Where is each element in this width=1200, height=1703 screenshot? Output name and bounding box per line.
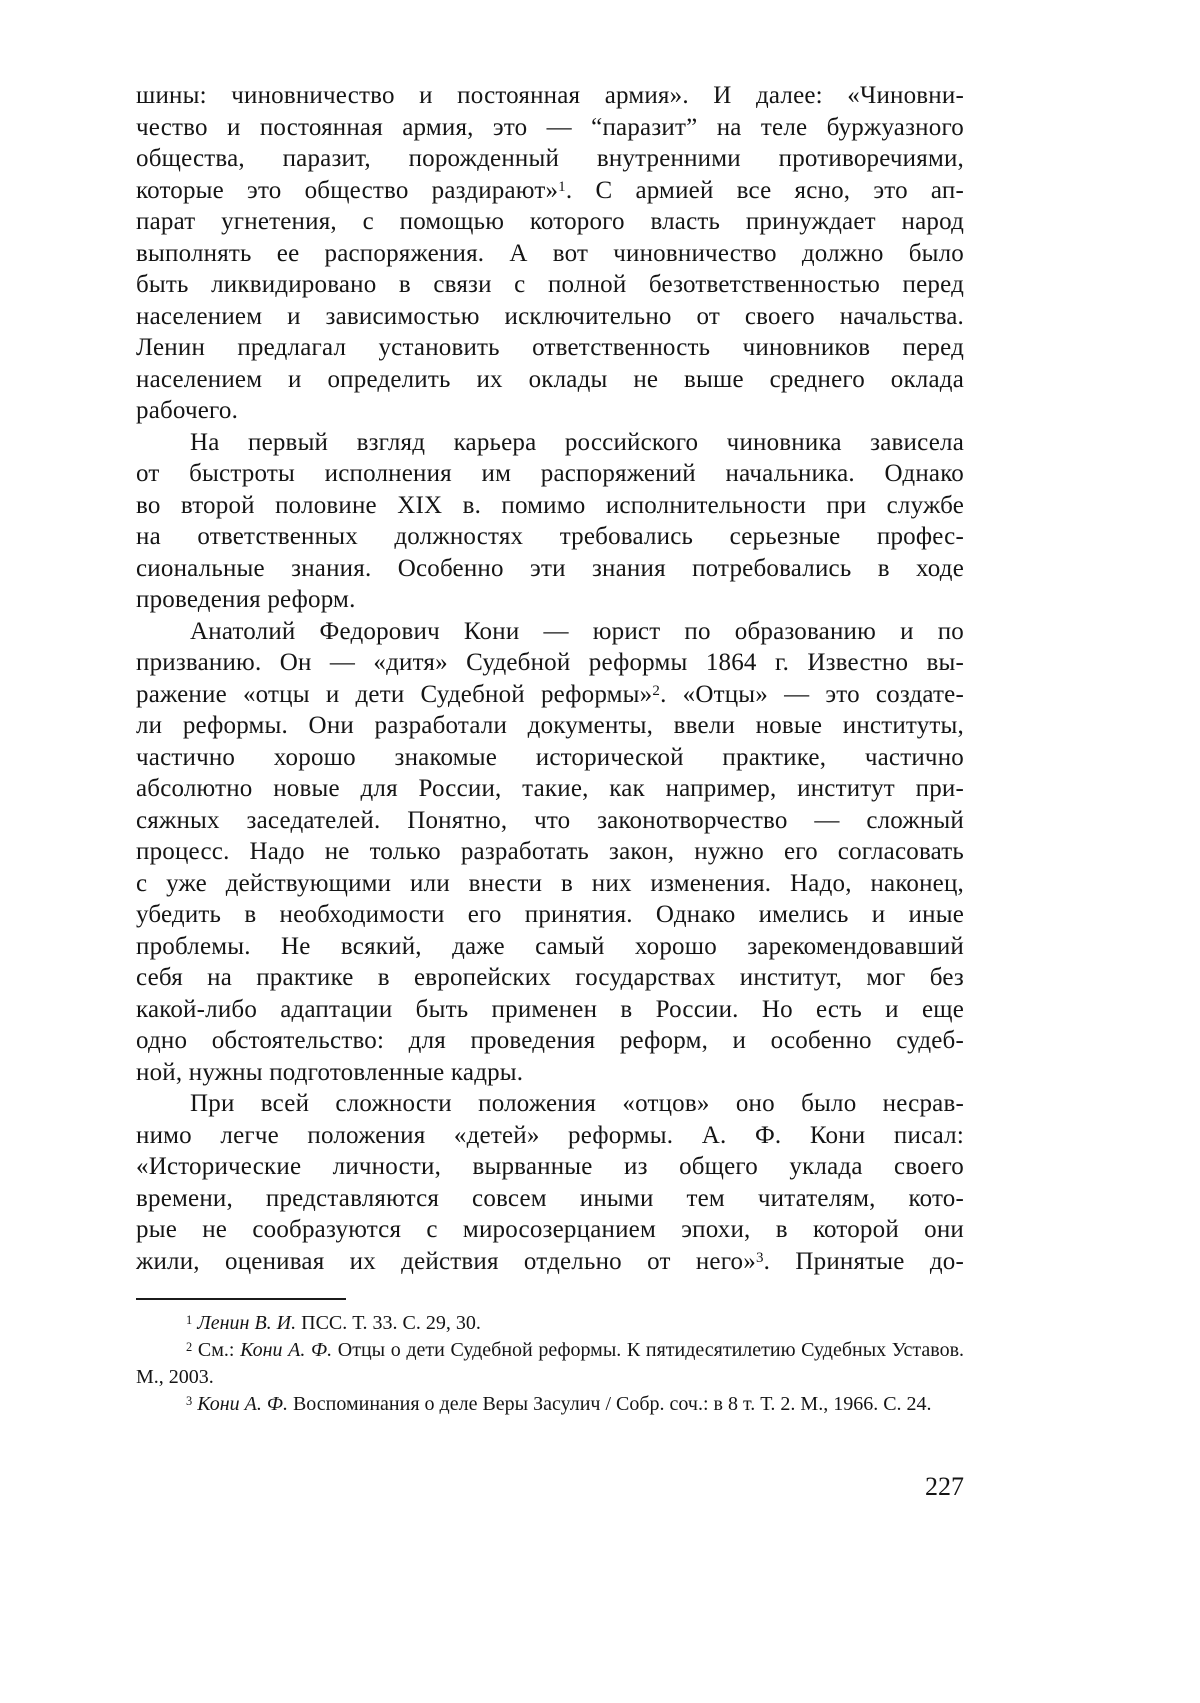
text-line: на ответственных должностях требовались серьезные профес- bbox=[136, 523, 964, 550]
footnote-text: Воспоминания о деле Веры Засулич / Собр. соч.: в 8 т. Т. 2. М., 1966. С. 24. bbox=[292, 1393, 932, 1415]
text-line: сяжных заседателей. Понятно, что законотворчество — сложный bbox=[136, 806, 964, 834]
text-line: сиональные знания. Особенно эти знания потребовались в ходе bbox=[136, 554, 964, 582]
footnote-text: ПСС. Т. 33. С. 29, 30. bbox=[301, 1312, 481, 1334]
page-number: 227 bbox=[925, 1472, 964, 1501]
text-line: призванию. Он — «дитя» Судебной реформы 1864 г. Известно вы- bbox=[136, 649, 964, 676]
text-line: рые не сообразуются с миросозерцанием эпохи, в которой они bbox=[136, 1216, 964, 1243]
text-line bbox=[136, 679, 964, 711]
text-line: чество и постоянная армия, это — “паразит” на теле буржуазного bbox=[136, 113, 964, 141]
text-line: общества, паразит, порожденный внутренними противоречиями, bbox=[136, 145, 964, 172]
main-text-block bbox=[136, 80, 964, 1418]
text-line: нимо легче положения «детей» реформы. А. Ф. Кони писал: bbox=[136, 1121, 964, 1149]
footnote-author: Ленин В. И. bbox=[197, 1312, 297, 1334]
text-line: ной, нужны подготовленные кадры. bbox=[136, 1058, 524, 1086]
footnote-ref-1: 1 bbox=[558, 178, 566, 195]
text-line: одно обстоятельство: для проведения реформ, и особенно судеб- bbox=[136, 1027, 964, 1054]
text-line: абсолютно новые для России, такие, как например, институт при- bbox=[136, 775, 964, 802]
text-line: выполнять ее распоряжения. А вот чиновничество должно было bbox=[136, 239, 964, 267]
text-line: от быстроты исполнения им распоряжений начальника. Однако bbox=[136, 460, 964, 487]
text-line: с уже действующими или внести в них изменения. Надо, наконец, bbox=[136, 869, 964, 897]
text-line: себя на практике в европейских государствах институт, мог без bbox=[136, 964, 964, 991]
text-line bbox=[136, 1246, 964, 1278]
text-line: процесс. Надо не только разработать закон, нужно его согласовать bbox=[136, 838, 964, 865]
text-line: На первый взгляд карьера российского чиновника зависела bbox=[190, 428, 964, 456]
text-segment: . С армией все ясно, это ап- bbox=[565, 176, 964, 204]
text-segment: которые это общество раздирают» bbox=[136, 176, 559, 204]
text-line: При всей сложности положения «отцов» оно было несрав- bbox=[190, 1090, 964, 1117]
footnote-author: Кони А. Ф. bbox=[240, 1339, 333, 1361]
footnote-marker-3: 3 bbox=[186, 1394, 193, 1409]
text-line: частично хорошо знакомые исторической практике, частично bbox=[136, 743, 964, 771]
text-line: населением и определить их оклады не выше среднего оклада bbox=[136, 365, 964, 393]
text-segment: . Принятые до- bbox=[763, 1247, 964, 1275]
text-segment: жили, оценивая их действия отдельно от него» bbox=[136, 1247, 756, 1275]
footnote-separator bbox=[136, 1298, 346, 1300]
footnote-author: Кони А. Ф. bbox=[197, 1393, 288, 1415]
footnote-ref-2: 2 bbox=[652, 682, 661, 699]
text-line: рабочего. bbox=[136, 397, 239, 424]
text-line: какой-либо адаптации быть применен в России. Но есть и еще bbox=[136, 995, 964, 1023]
text-line: «Исторические личности, вырванные из общего уклада своего bbox=[136, 1153, 964, 1180]
footnote-marker-1: 1 bbox=[186, 1313, 193, 1328]
text-line: проведения реформ. bbox=[136, 586, 356, 613]
text-line: Ленин предлагал установить ответственность чиновников перед bbox=[136, 334, 964, 361]
text-line bbox=[136, 175, 964, 207]
footnote-marker-2: 2 bbox=[186, 1340, 193, 1355]
text-line: убедить в необходимости его принятия. Однако имелись и иные bbox=[136, 901, 964, 928]
text-line: населением и зависимостью исключительно от своего начальства. bbox=[136, 302, 964, 330]
text-line: быть ликвидировано в связи с полной безответственностью перед bbox=[136, 271, 964, 298]
text-line: во второй половине XIX в. помимо исполнительности при службе bbox=[136, 491, 964, 519]
footnote bbox=[136, 1310, 964, 1337]
text-line: ли реформы. Они разработали документы, ввели новые институты, bbox=[136, 712, 964, 739]
footnote bbox=[136, 1337, 964, 1391]
text-line: шины: чиновничество и постоянная армия». И далее: «Чиновни- bbox=[136, 82, 964, 109]
text-segment: . «Отцы» — это создате- bbox=[660, 680, 964, 708]
footnotes-section bbox=[136, 1310, 964, 1418]
text-segment: ражение «отцы и дети Судебной реформы» bbox=[136, 680, 653, 708]
footnote bbox=[136, 1391, 964, 1418]
footnote-lead: См.: bbox=[197, 1339, 235, 1361]
footnote-ref-3: 3 bbox=[755, 1249, 764, 1266]
text-line: Анатолий Федорович Кони — юрист по образованию и по bbox=[190, 617, 964, 645]
text-line: времени, представляются совсем иными тем читателям, кото- bbox=[136, 1184, 964, 1212]
text-line: парат угнетения, с помощью которого власть принуждает народ bbox=[136, 208, 964, 235]
footnote-text: Отцы о дети Судебной реформы. К пятидесятилетию Судебных Уставов. М., 2003. bbox=[136, 1339, 965, 1388]
text-line: проблемы. Не всякий, даже самый хорошо зарекомендовавший bbox=[136, 932, 964, 960]
